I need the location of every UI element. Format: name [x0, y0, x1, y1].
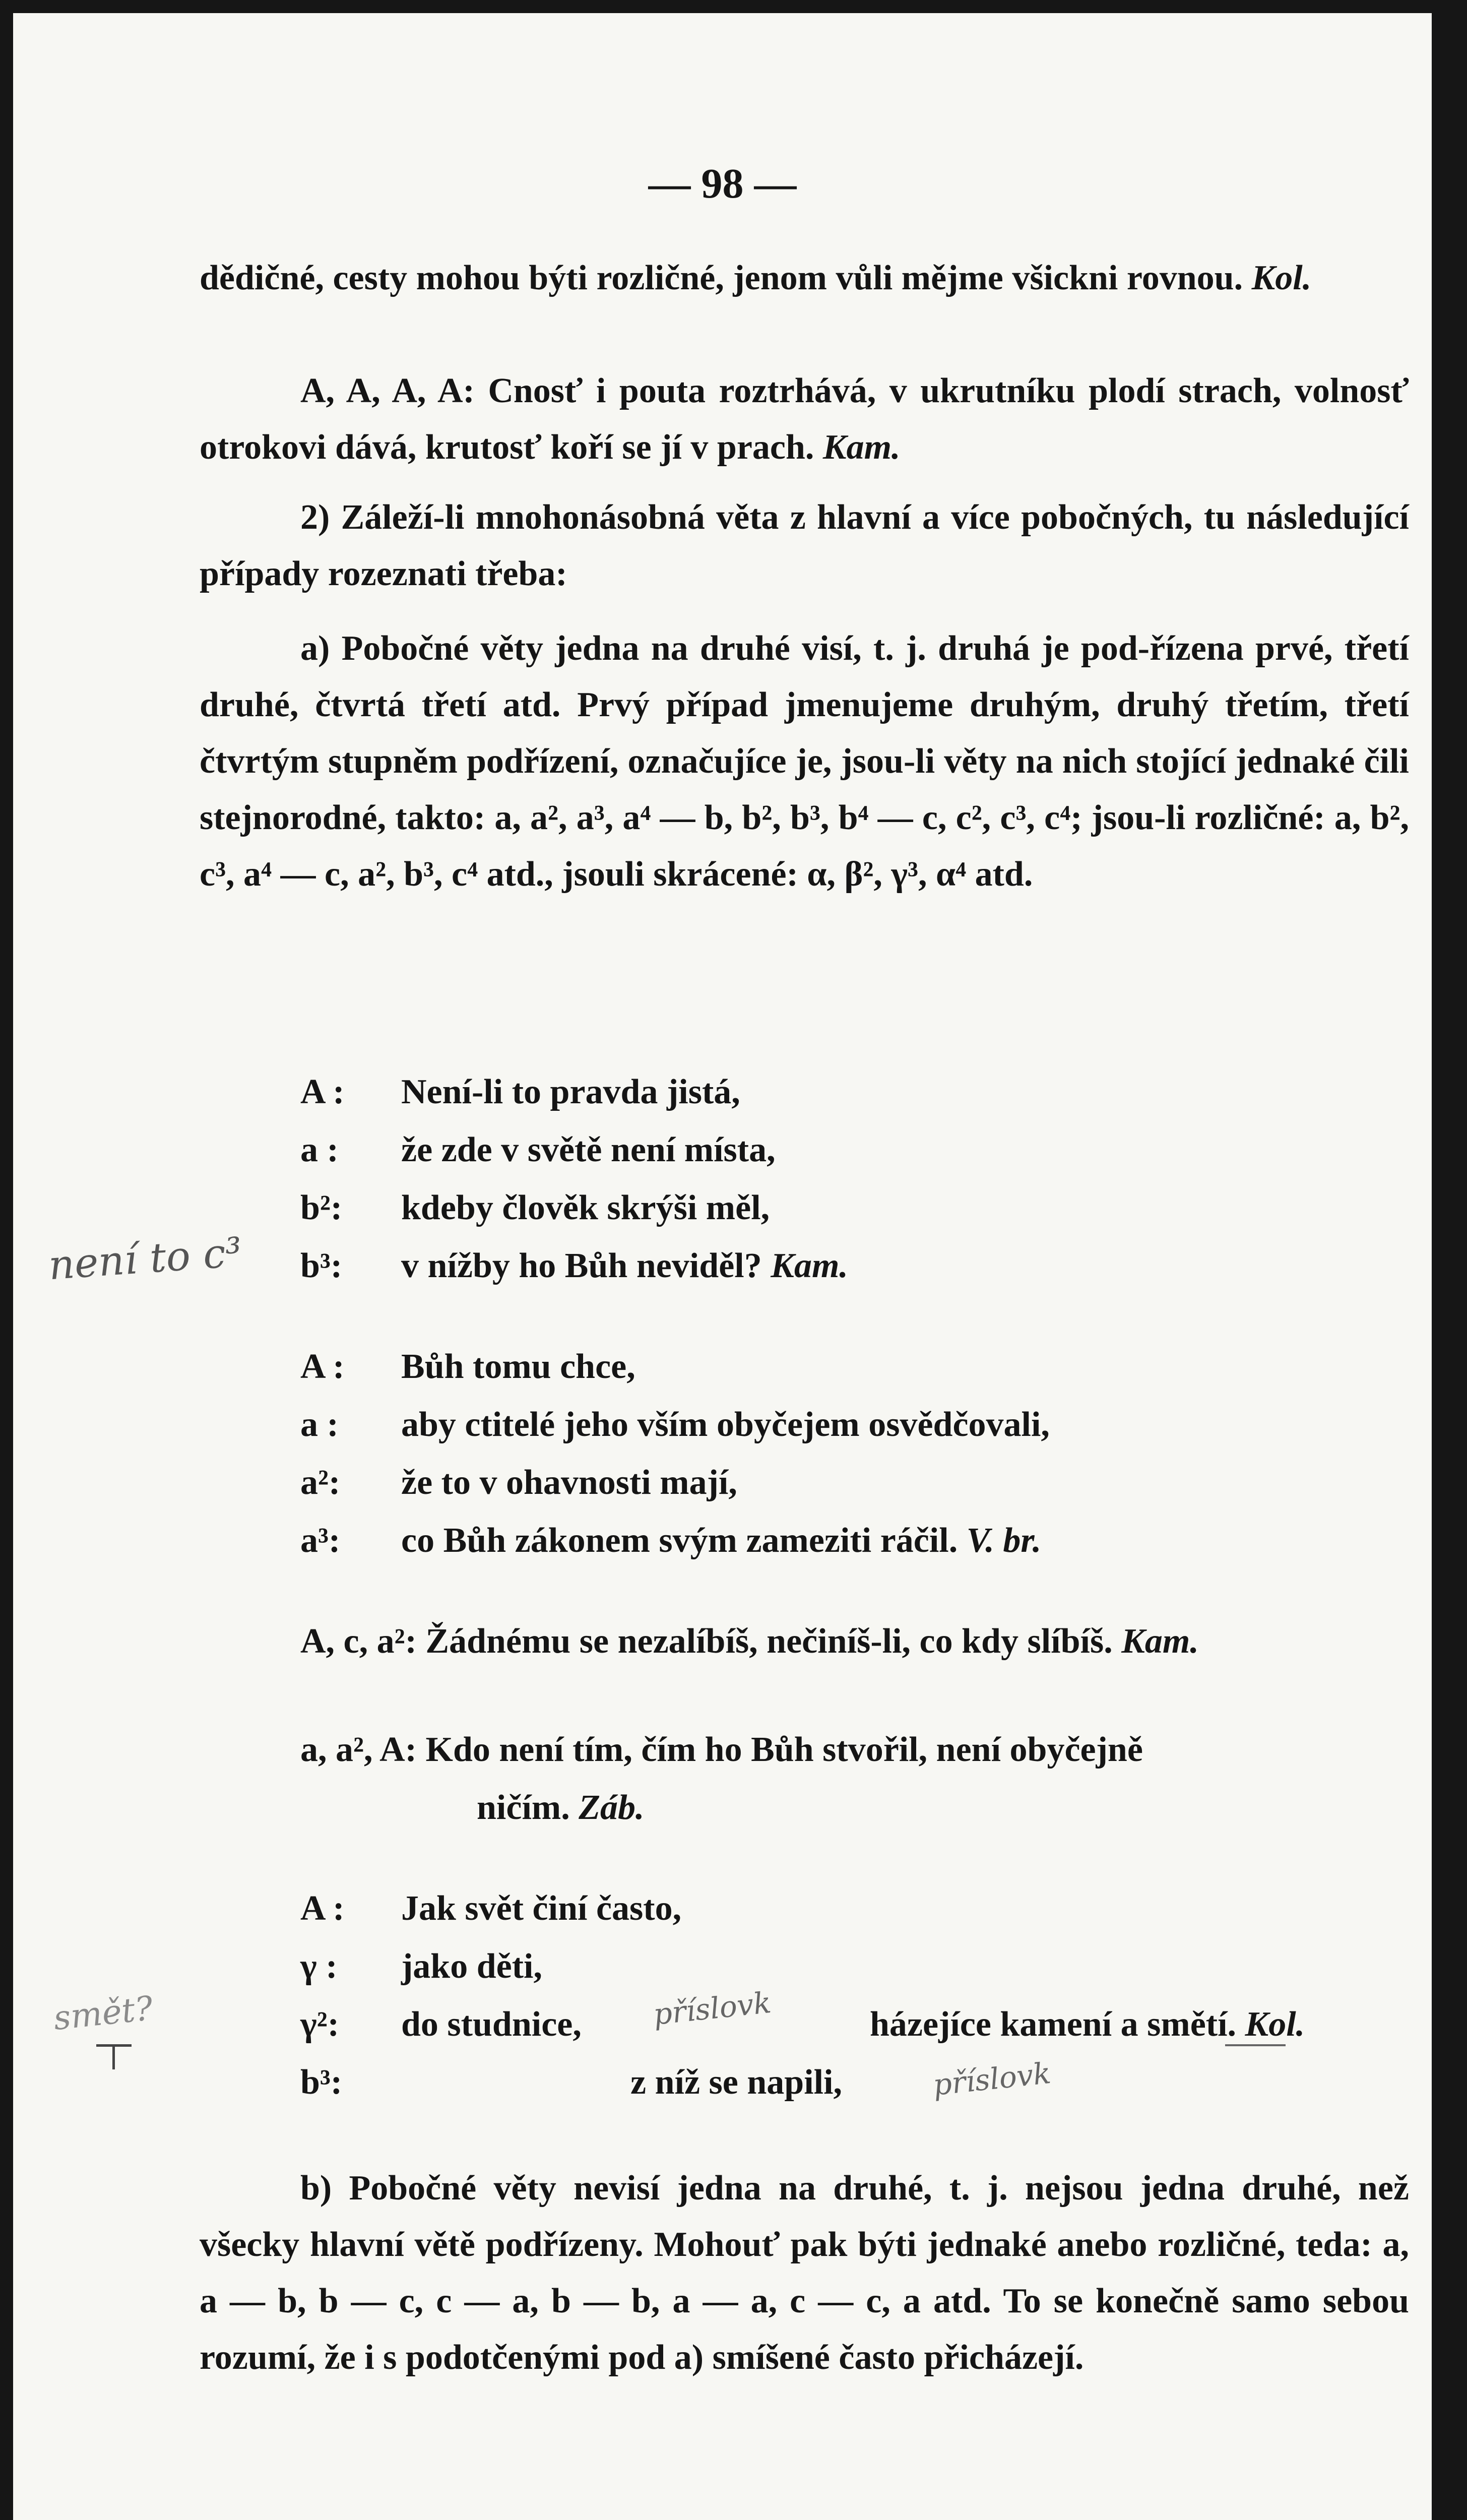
clause-text: házejíce kamení a smětí. [870, 2005, 1237, 2044]
clause-text: do studnice, [401, 2005, 582, 2044]
example-line [300, 1180, 770, 1236]
clause-label: A : [300, 1073, 345, 1111]
example-line [300, 1996, 582, 2053]
example-line [300, 1938, 542, 1995]
example-line [300, 1880, 681, 1937]
source-kam: Kam. [822, 428, 901, 467]
example-line [300, 2054, 401, 2111]
example-line [300, 1513, 1041, 1569]
clause-label: a³: [300, 1521, 341, 1560]
clause-text: aby ctitelé jeho vším obyčejem osvědčovali, [401, 1405, 1050, 1444]
clause-text: v nížby ho Bůh neviděl? [401, 1246, 762, 1285]
clause-text: Není-li to pravda jistá, [401, 1073, 740, 1111]
example-line-indented [630, 2054, 842, 2111]
example-4-continuation [477, 1780, 644, 1836]
clause-label: A, c, a²: [300, 1622, 417, 1661]
source-kam: Kam. [1121, 1622, 1199, 1661]
page-number: — 98 — [648, 160, 797, 207]
clause-label: a²: [300, 1463, 341, 1502]
margin-note-handwritten: smět? [51, 1988, 155, 2038]
source-zab: Záb. [579, 1788, 645, 1827]
clause-text: že to v ohavnosti mají, [401, 1463, 737, 1502]
source-kol: Kol. [1251, 259, 1312, 297]
example-line [300, 1122, 776, 1178]
example-line [300, 1339, 635, 1395]
underline-mark [1225, 2044, 1286, 2046]
paragraph-5: b) Pobočné věty nevisí jedna na druhé, t. j. nejsou jedna druhé, než všecky hlavní větě podřízeny. Mohouť pak býti jednaké anebo rozličné, teda: a, a — b, b — c, c — a, b — b, a — a, c — c, a atd. To se konečně samo sebou rozumí, že i s podotčenými pod a) smíšené často přicházejí. [200, 2169, 1409, 2377]
clause-label: a, a², A: [300, 1730, 417, 1769]
margin-mark [112, 2044, 115, 2069]
inline-note-handwritten: příslovk [652, 1985, 773, 2032]
scanned-page [13, 13, 1432, 2520]
paragraph-3: 2) Záleží-li mnohonásobná věta z hlavní a více pobočných, tu následující případy rozeznati třeba: [200, 498, 1409, 593]
paragraph-4: a) Pobočné věty jedna na druhé visí, t. j. druhá je pod-řízena prvé, třetí druhé, čtvrtá třetí atd. Prvý případ jmenujeme druhým, druhý třetím, třetí čtvrtým stupněm podřízení, označujíce je, jsou-li věty na nich stojící jednaké čili stejnorodné, takto: a, a², a³, a⁴ — b, b², b³, b⁴ — c, c², c³, c⁴; jsou-li rozličné: a, b², c³, a⁴ — c, a², b³, c⁴ atd., jsouli skrácené: α, β², γ³, α⁴ atd. [200, 629, 1409, 894]
example-3 [300, 1613, 1199, 1670]
clause-label: A : [300, 1347, 345, 1386]
clause-text: co Bůh zákonem svým zameziti ráčil. [401, 1521, 958, 1560]
clause-text: z níž se napili, [630, 2063, 843, 2102]
clause-label: b²: [300, 1188, 343, 1227]
example-4 [300, 1722, 1143, 1778]
clause-label: γ : [300, 1947, 338, 1986]
margin-note-handwritten: není to c³ [47, 1228, 243, 1289]
clause-label: b³: [300, 1246, 343, 1285]
source-kam: Kam. [771, 1246, 848, 1285]
clause-label: a : [300, 1130, 339, 1169]
clause-label: a : [300, 1405, 339, 1444]
clause-text: Bůh tomu chce, [401, 1347, 635, 1386]
example-line [300, 1455, 737, 1511]
clause-text: Kdo není tím, čím ho Bůh stvořil, není obyčejně [425, 1730, 1143, 1769]
example-line [300, 1064, 740, 1120]
inline-note-handwritten: příslovk [931, 2055, 1053, 2103]
paragraph-1-text: dědičné, cesty mohou býti rozličné, jenom vůli mějme všickni rovnou. [200, 259, 1243, 297]
source-kol: Kol. [1245, 2005, 1305, 2044]
clause-text: Jak svět činí často, [401, 1889, 682, 1928]
paragraph-2 [200, 363, 1409, 476]
clause-text: že zde v světě není místa, [401, 1130, 776, 1169]
clause-label: A : [300, 1889, 345, 1928]
clause-text: jako děti, [401, 1947, 542, 1986]
clause-label: b³: [300, 2063, 343, 2102]
clause-text: Žádnému se nezalíbíš, nečiníš-li, co kdy slíbíš. [425, 1622, 1113, 1661]
clause-text: ničím. [477, 1788, 570, 1827]
paragraph-1 [200, 250, 1409, 306]
example-line [300, 1397, 1050, 1453]
example-line [300, 1238, 848, 1294]
source-vbr: V. br. [966, 1521, 1042, 1560]
clause-label: γ²: [300, 2005, 340, 2044]
clause-text: kdeby člověk skrýši měl, [401, 1188, 770, 1227]
paragraph-2-text: A, A, A, A: Cnosť i pouta roztrhává, v ukrutníku plodí strach, volnosť otrokovi dává, krutosť koří se jí v prach. [200, 371, 1409, 467]
